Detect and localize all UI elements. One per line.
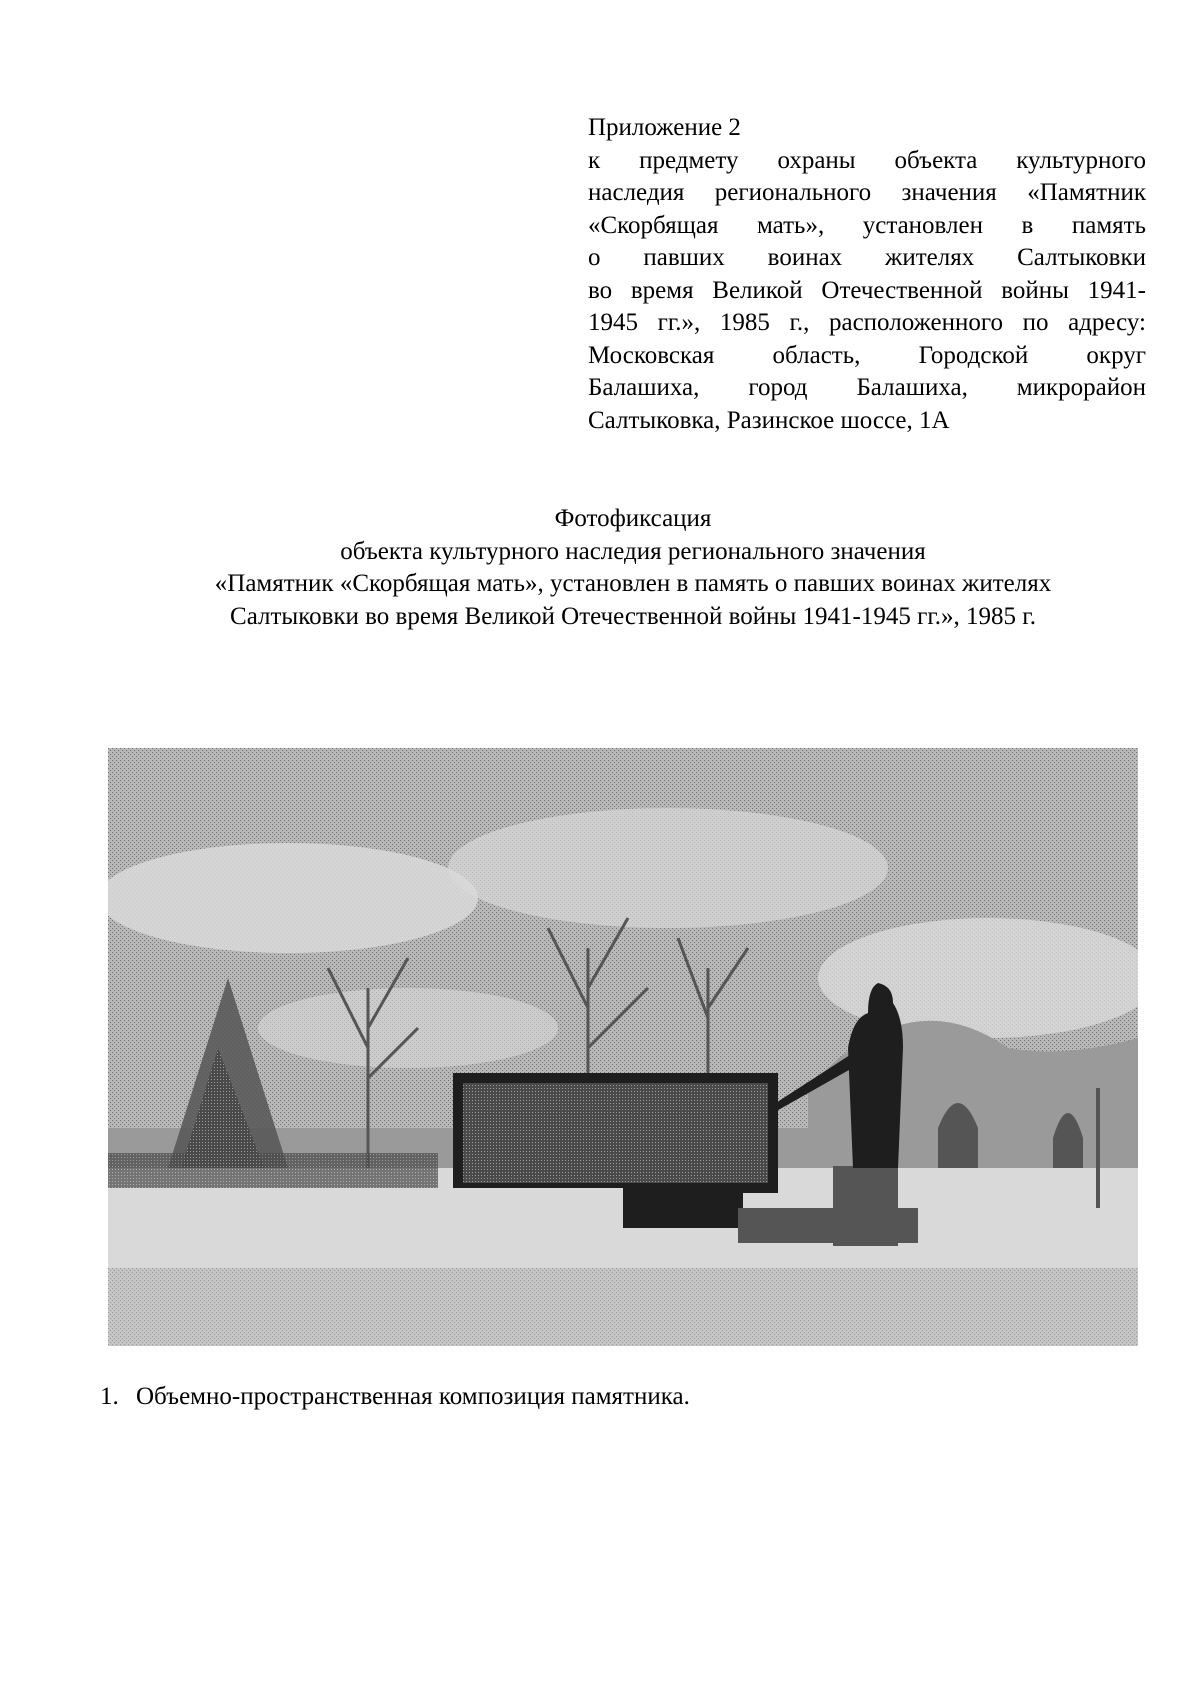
- cloud-shape: [108, 843, 478, 953]
- lamp-post: [1096, 1088, 1100, 1208]
- monument-photo-image: [108, 748, 1138, 1346]
- appendix-line: Московская область, Городской округ: [588, 341, 1146, 369]
- appendix-block: [588, 112, 1146, 437]
- relief-wall-texture: [463, 1083, 768, 1183]
- appendix-heading: Приложение 2: [588, 114, 741, 141]
- appendix-line: во время Великой Отечественной войны 1941-: [588, 276, 1146, 304]
- appendix-line: 1945 гг.», 1985 г., расположенного по адресу:: [588, 309, 1146, 336]
- photofixation-line: объекта культурного наследия регионального значения: [340, 537, 926, 565]
- photofixation-title-block: [100, 503, 1166, 633]
- caption-number: 1.: [100, 1383, 119, 1410]
- photofixation-line: Салтыковки во время Великой Отечественной войны 1941-1945 гг.», 1985 г.: [230, 602, 1036, 630]
- appendix-line: Балашиха, город Балашиха, микрорайон: [588, 374, 1146, 401]
- cloud-shape: [448, 808, 888, 928]
- memorial-slab: [298, 1188, 623, 1243]
- photo-caption: [100, 1381, 690, 1413]
- appendix-line: «Скорбящая мать», установлен в память: [588, 211, 1146, 239]
- appendix-line: о павших воинах жителях Салтыковки: [588, 244, 1146, 271]
- caption-text: Объемно-пространственная композиция памятника.: [136, 1383, 690, 1410]
- monument-photo: [108, 748, 1138, 1346]
- photofixation-line: «Памятник «Скорбящая мать», установлен в память о павших воинах жителях: [214, 570, 1052, 597]
- appendix-line: Салтыковка, Разинское шоссе, 1А: [588, 406, 950, 434]
- fence-left: [108, 1153, 438, 1188]
- appendix-line: к предмету охраны объекта культурного: [588, 146, 1146, 174]
- statue-pedestal: [833, 1166, 898, 1246]
- ground-texture: [108, 1268, 1138, 1346]
- photofixation-title: Фотофиксация: [554, 505, 712, 532]
- appendix-line: наследия регионального значения «Памятник: [588, 179, 1146, 206]
- cloud-shape: [258, 988, 558, 1068]
- slab-shadow: [623, 1188, 743, 1228]
